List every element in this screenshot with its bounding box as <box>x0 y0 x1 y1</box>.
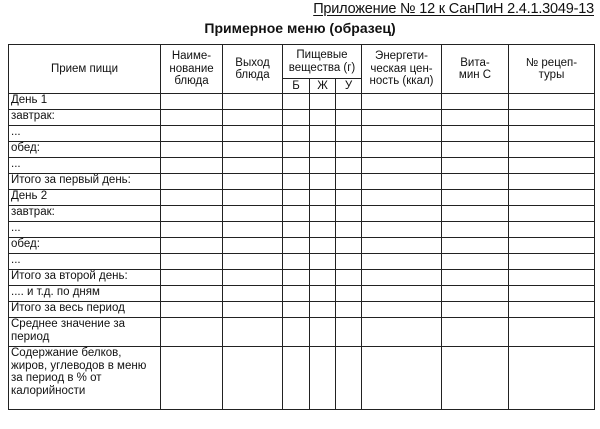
table-row <box>9 190 595 206</box>
header-vitamin-c: Вита- мин С <box>442 45 509 94</box>
table-row <box>9 238 595 254</box>
row-label: День 2 <box>9 190 161 206</box>
row-label: ... <box>9 222 161 238</box>
header-meal: Прием пищи <box>9 45 161 94</box>
row-label: Итого за первый день: <box>9 174 161 190</box>
row-label: обед: <box>9 142 161 158</box>
row-label: .... и т.д. по дням <box>9 286 161 302</box>
row-label: ... <box>9 254 161 270</box>
header-nutrients: Пищевые вещества (г) <box>283 45 362 79</box>
header-dish-name: Наиме- нование блюда <box>161 45 223 94</box>
row-label: ... <box>9 158 161 174</box>
table-row <box>9 286 595 302</box>
row-label: Итого за второй день: <box>9 270 161 286</box>
header-carbs: У <box>336 79 362 94</box>
table-row <box>9 110 595 126</box>
row-label: завтрак: <box>9 206 161 222</box>
table-row <box>9 302 595 318</box>
appendix-reference: Приложение № 12 к СанПиН 2.4.1.3049-13 <box>313 1 594 17</box>
table-row <box>9 158 595 174</box>
table-row <box>9 347 595 410</box>
table-row <box>9 174 595 190</box>
table-row <box>9 318 595 347</box>
header-fat: Ж <box>310 79 336 94</box>
row-label: завтрак: <box>9 110 161 126</box>
row-label: Содержание белков, жиров, углеводов в меню за период в % от калорийности <box>9 347 161 410</box>
table-row <box>9 206 595 222</box>
row-label: День 1 <box>9 94 161 110</box>
row-label: обед: <box>9 238 161 254</box>
page-title: Примерное меню (образец) <box>204 20 396 36</box>
header-recipe-no: № рецеп- туры <box>509 45 595 94</box>
header-protein: Б <box>283 79 310 94</box>
table-row <box>9 270 595 286</box>
table-row <box>9 142 595 158</box>
row-label: Среднее значение за период <box>9 318 161 347</box>
header-dish-yield: Выход блюда <box>223 45 283 94</box>
row-label: Итого за весь период <box>9 302 161 318</box>
table-row <box>9 126 595 142</box>
header-energy: Энергети- ческая цен- ность (ккал) <box>362 45 442 94</box>
table-row <box>9 222 595 238</box>
table-row <box>9 94 595 110</box>
table-row <box>9 254 595 270</box>
row-label: ... <box>9 126 161 142</box>
menu-table <box>8 44 595 410</box>
